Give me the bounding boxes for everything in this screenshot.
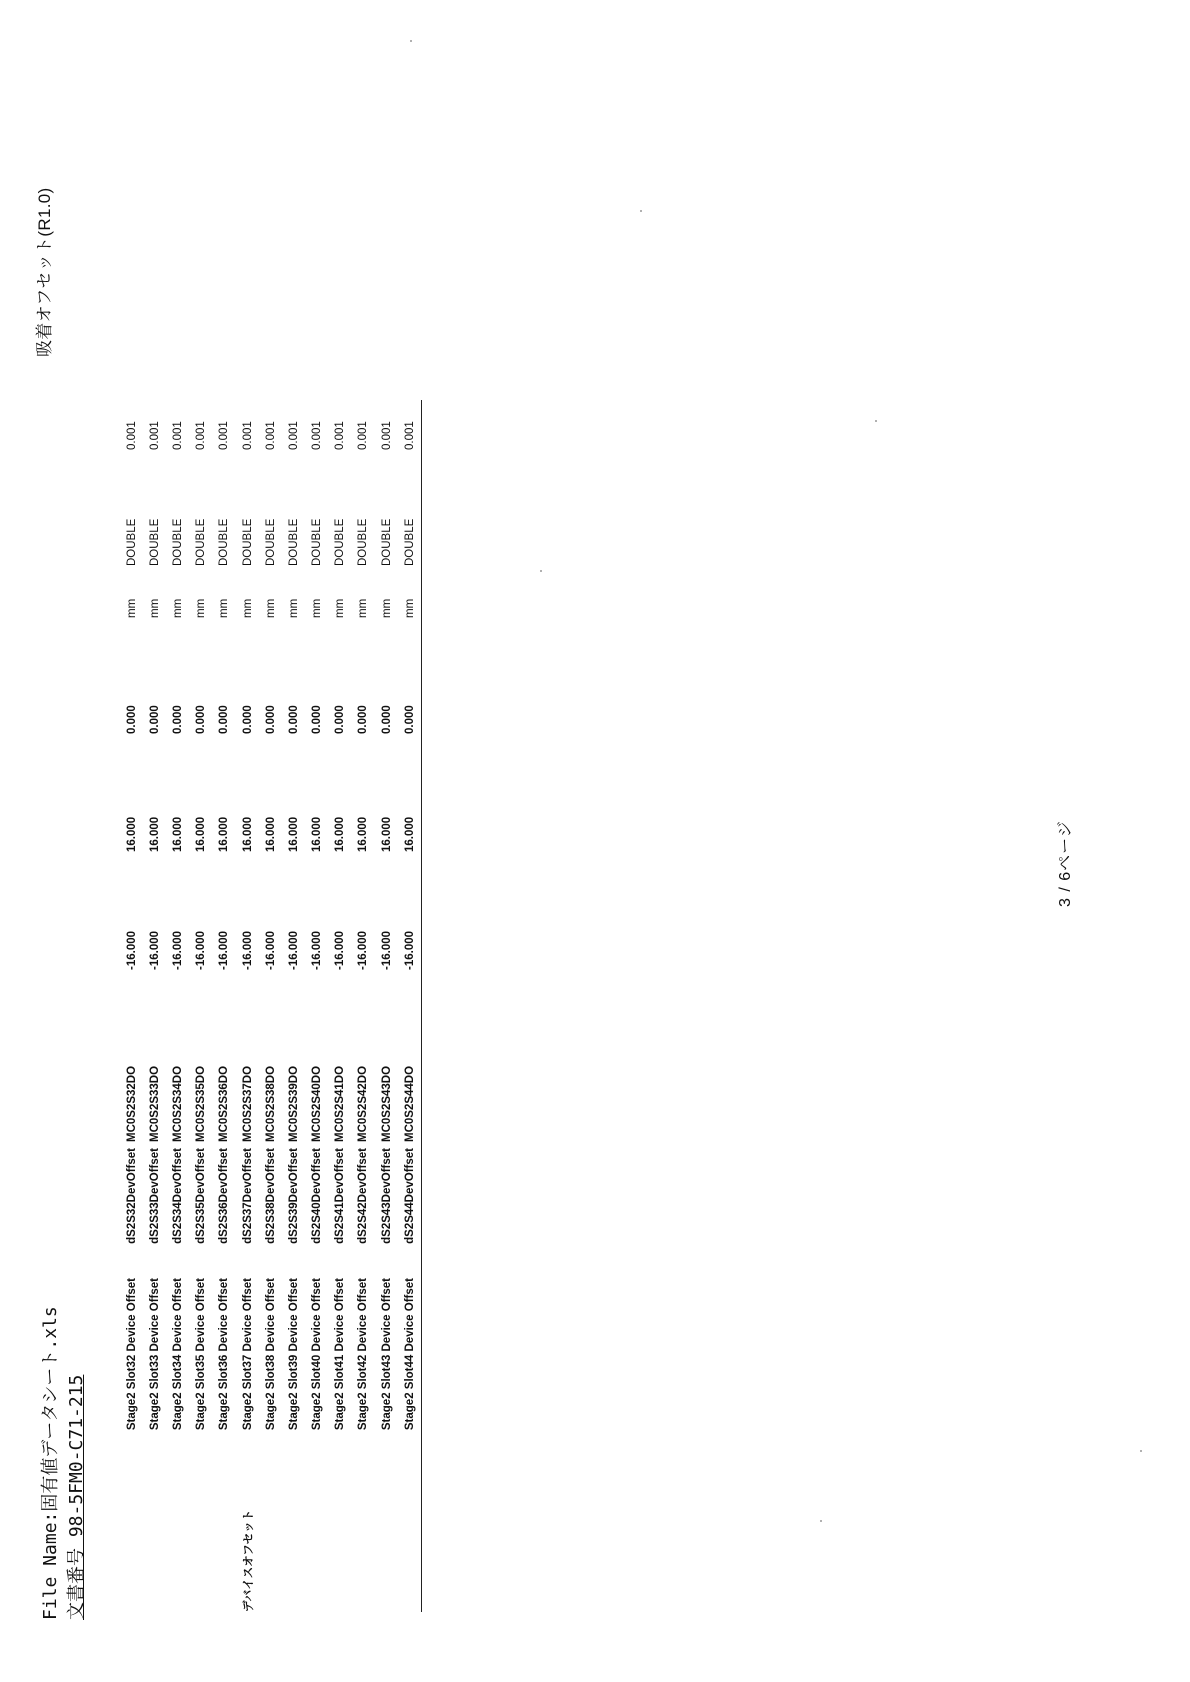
- row-category: デバイスオフセット: [242, 1509, 255, 1612]
- row-category: [166, 1490, 189, 1612]
- row-category: [329, 1490, 352, 1612]
- scan-speck: [640, 210, 642, 212]
- row-default: 0.000: [218, 705, 231, 734]
- row-variable: dS2S32DevOffset: [125, 1148, 138, 1244]
- row-min: -16.000: [241, 930, 254, 970]
- document-number: 文書番号 98-5FM0-C71-215: [66, 1374, 87, 1620]
- scan-speck: [820, 1520, 822, 1522]
- row-unit: mm: [357, 598, 370, 618]
- row-step: 0.001: [334, 421, 347, 450]
- row-step: 0.001: [357, 421, 370, 450]
- row-min: -16.000: [218, 930, 231, 970]
- scan-speck: [875, 420, 877, 422]
- row-type: DOUBLE: [125, 518, 138, 566]
- row-type: DOUBLE: [311, 518, 324, 566]
- row-category: [282, 1490, 305, 1612]
- row-variable: dS2S44DevOffset: [398, 1142, 422, 1268]
- row-step: 0.001: [125, 421, 138, 450]
- row-variable: dS2S42DevOffset: [357, 1148, 370, 1244]
- row-variable: dS2S35DevOffset: [195, 1148, 208, 1244]
- row-variable: dS2S34DevOffset: [171, 1148, 184, 1244]
- row-variable: dS2S39DevOffset: [287, 1148, 300, 1244]
- row-category: [259, 1490, 282, 1612]
- row-unit: mm: [380, 598, 393, 618]
- row-default: 0.000: [287, 705, 300, 734]
- document-section-title: 吸着オフセット(R1.0): [35, 187, 54, 357]
- row-max: 16.000: [264, 816, 277, 852]
- row-min: -16.000: [264, 930, 277, 970]
- row-min: -16.000: [334, 930, 347, 970]
- table-row: [213, 400, 236, 1612]
- parameter-table-body: [120, 400, 422, 1612]
- row-unit: mm: [125, 598, 138, 618]
- row-max: 16.000: [380, 816, 393, 852]
- row-variable: dS2S33DevOffset: [148, 1148, 161, 1244]
- row-variable: dS2S40DevOffset: [311, 1148, 324, 1244]
- row-step: 0.001: [241, 421, 254, 450]
- table-row: [259, 400, 282, 1612]
- row-id: MC0S2S38DO: [264, 1065, 277, 1142]
- page-number: 3 / 6ページ: [1057, 820, 1074, 907]
- row-default: 0.000: [125, 705, 138, 734]
- scan-speck: [1140, 1450, 1142, 1452]
- row-type: DOUBLE: [334, 518, 347, 566]
- row-variable: dS2S37DevOffset: [241, 1148, 254, 1244]
- row-name: Stage2 Slot33 Device Offset: [148, 1278, 161, 1431]
- table-row: [398, 400, 422, 1612]
- row-step: 0.001: [264, 421, 277, 450]
- row-variable: dS2S41DevOffset: [334, 1148, 347, 1244]
- row-default: 0.000: [311, 705, 324, 734]
- row-min: -16.000: [195, 930, 208, 970]
- row-unit: mm: [241, 598, 254, 618]
- row-default: 0.000: [398, 618, 422, 734]
- row-id: MC0S2S40DO: [311, 1065, 324, 1142]
- row-min: -16.000: [380, 930, 393, 970]
- row-name: Stage2 Slot43 Device Offset: [380, 1278, 393, 1431]
- row-type: DOUBLE: [264, 518, 277, 566]
- row-id: MC0S2S34DO: [171, 1065, 184, 1142]
- row-min: -16.000: [287, 930, 300, 970]
- table-row: [236, 400, 259, 1612]
- row-id: MC0S2S44DO: [398, 970, 422, 1142]
- row-min: -16.000: [148, 930, 161, 970]
- row-default: 0.000: [264, 705, 277, 734]
- row-unit: mm: [195, 598, 208, 618]
- row-max: 16.000: [218, 816, 231, 852]
- row-max: 16.000: [287, 816, 300, 852]
- row-step: 0.001: [380, 421, 393, 450]
- row-variable: dS2S38DevOffset: [264, 1148, 277, 1244]
- row-default: 0.000: [195, 705, 208, 734]
- file-name: File Name:固有値データシート.xls: [40, 1306, 61, 1620]
- row-step: 0.001: [171, 421, 184, 450]
- row-min: -16.000: [171, 930, 184, 970]
- row-default: 0.000: [241, 705, 254, 734]
- row-type: DOUBLE: [380, 518, 393, 566]
- row-type: DOUBLE: [241, 518, 254, 566]
- row-category: [375, 1490, 398, 1612]
- row-name: Stage2 Slot42 Device Offset: [357, 1278, 370, 1431]
- row-default: 0.000: [380, 705, 393, 734]
- row-id: MC0S2S32DO: [125, 1065, 138, 1142]
- table-row: [306, 400, 329, 1612]
- row-variable: dS2S43DevOffset: [380, 1148, 393, 1244]
- row-max: 16.000: [171, 816, 184, 852]
- row-category: [306, 1490, 329, 1612]
- row-step: 0.001: [195, 421, 208, 450]
- file-header: [38, 1306, 90, 1620]
- row-max: 16.000: [357, 816, 370, 852]
- row-type: DOUBLE: [287, 518, 300, 566]
- row-unit: mm: [264, 598, 277, 618]
- row-default: 0.000: [148, 705, 161, 734]
- row-id: MC0S2S35DO: [195, 1065, 208, 1142]
- row-id: MC0S2S37DO: [241, 1065, 254, 1142]
- row-unit: mm: [311, 598, 324, 618]
- table-row: [143, 400, 166, 1612]
- row-type: DOUBLE: [195, 518, 208, 566]
- row-variable: dS2S36DevOffset: [218, 1148, 231, 1244]
- row-unit: mm: [148, 598, 161, 618]
- table-row: [329, 400, 352, 1612]
- row-name: Stage2 Slot34 Device Offset: [171, 1278, 184, 1431]
- row-unit: mm: [398, 566, 422, 618]
- row-step: 0.001: [218, 421, 231, 450]
- row-min: -16.000: [125, 930, 138, 970]
- table-row: [375, 400, 398, 1612]
- row-min: -16.000: [311, 930, 324, 970]
- row-max: 16.000: [241, 816, 254, 852]
- row-min: -16.000: [357, 930, 370, 970]
- row-name: Stage2 Slot35 Device Offset: [195, 1278, 208, 1431]
- row-id: MC0S2S39DO: [287, 1065, 300, 1142]
- scan-speck: [540, 570, 542, 572]
- table-row: [352, 400, 375, 1612]
- row-name: Stage2 Slot37 Device Offset: [241, 1278, 254, 1431]
- row-unit: mm: [287, 598, 300, 618]
- row-step: 0.001: [287, 421, 300, 450]
- table-row: [282, 400, 305, 1612]
- table-row: [166, 400, 189, 1612]
- row-default: 0.000: [171, 705, 184, 734]
- row-id: MC0S2S36DO: [218, 1065, 231, 1142]
- row-type: DOUBLE: [148, 518, 161, 566]
- row-type: DOUBLE: [357, 518, 370, 566]
- row-unit: mm: [171, 598, 184, 618]
- row-name: Stage2 Slot38 Device Offset: [264, 1278, 277, 1431]
- table-row: [120, 400, 143, 1612]
- row-category: [120, 1490, 143, 1612]
- row-name: Stage2 Slot41 Device Offset: [334, 1278, 347, 1431]
- row-name: Stage2 Slot36 Device Offset: [218, 1278, 231, 1431]
- row-category: [398, 1490, 422, 1612]
- row-max: 16.000: [398, 734, 422, 852]
- row-id: MC0S2S43DO: [380, 1065, 393, 1142]
- row-max: 16.000: [311, 816, 324, 852]
- row-name: Stage2 Slot44 Device Offset: [398, 1268, 422, 1490]
- row-name: Stage2 Slot40 Device Offset: [311, 1278, 324, 1431]
- row-id: MC0S2S42DO: [357, 1065, 370, 1142]
- row-max: 16.000: [148, 816, 161, 852]
- row-name: Stage2 Slot32 Device Offset: [125, 1278, 138, 1431]
- row-default: 0.000: [334, 705, 347, 734]
- row-max: 16.000: [195, 816, 208, 852]
- parameter-table: [120, 400, 422, 1612]
- row-unit: mm: [218, 598, 231, 618]
- row-min: -16.000: [398, 852, 422, 970]
- row-category: [213, 1490, 236, 1612]
- row-id: MC0S2S41DO: [334, 1065, 347, 1142]
- row-max: 16.000: [125, 816, 138, 852]
- row-step: 0.001: [148, 421, 161, 450]
- row-type: DOUBLE: [171, 518, 184, 566]
- row-name: Stage2 Slot39 Device Offset: [287, 1278, 300, 1431]
- row-step: 0.001: [311, 421, 324, 450]
- row-default: 0.000: [357, 705, 370, 734]
- row-category: [143, 1490, 166, 1612]
- row-category: [352, 1490, 375, 1612]
- row-category: [190, 1490, 213, 1612]
- row-type: DOUBLE: [398, 450, 422, 566]
- row-max: 16.000: [334, 816, 347, 852]
- scan-speck: [410, 40, 412, 42]
- row-unit: mm: [334, 598, 347, 618]
- row-step: 0.001: [398, 400, 422, 450]
- table-row: [190, 400, 213, 1612]
- row-type: DOUBLE: [218, 518, 231, 566]
- row-id: MC0S2S33DO: [148, 1065, 161, 1142]
